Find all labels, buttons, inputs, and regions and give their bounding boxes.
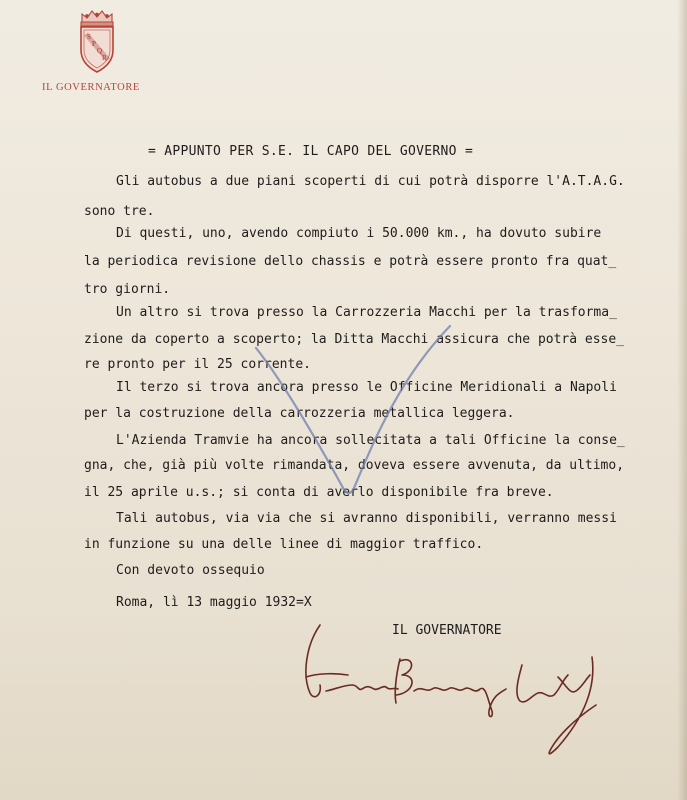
svg-text:R: R — [102, 54, 107, 62]
body-line: gna, che, già più volte rimandata, doveva essere avvenuta, da ultimo, — [84, 458, 625, 473]
memo-heading: = APPUNTO PER S.E. IL CAPO DEL GOVERNO = — [148, 144, 474, 159]
body-line: Un altro si trova presso la Carrozzeria Macchi per la trasforma_ — [116, 305, 617, 320]
letterhead — [40, 6, 170, 96]
body-line: L'Azienda Tramvie ha ancora sollecitata a tali Officine la conse_ — [116, 433, 625, 448]
body-line: Di questi, uno, avendo compiuto i 50.000 km., ha dovuto subire — [116, 226, 602, 241]
body-line: Tali autobus, via via che si avranno disponibili, verranno messi — [116, 511, 617, 526]
svg-text:P: P — [92, 40, 96, 48]
body-line: re pronto per il 25 corrente. — [84, 357, 311, 372]
body-line: Il terzo si trova ancora presso le Officine Meridionali a Napoli — [116, 380, 617, 395]
handwritten-signature — [296, 615, 626, 765]
body-line: tro giorni. — [84, 282, 171, 297]
body-line: per la costruzione della carrozzeria metallica leggera. — [84, 406, 515, 421]
paper-edge-shadow — [677, 0, 687, 800]
body-line: Gli autobus a due piani scoperti di cui potrà disporre l'A.T.A.G. — [116, 174, 625, 189]
letterhead-title: IL GOVERNATORE — [42, 82, 140, 93]
svg-text:Q: Q — [97, 47, 103, 55]
body-line: sono tre. — [84, 204, 155, 219]
closing-greeting: Con devoto ossequio — [116, 563, 265, 578]
body-line: in funzione su una delle linee di maggior traffico. — [84, 537, 484, 552]
svg-text:S: S — [87, 33, 91, 41]
body-line: la periodica revisione dello chassis e potrà essere pronto fra quat_ — [84, 254, 617, 269]
spqr-crest-icon — [74, 6, 120, 74]
body-line: il 25 aprile u.s.; si conta di averlo disponibile fra breve. — [84, 485, 554, 500]
place-date: Roma, lì 13 maggio 1932=X — [116, 595, 312, 610]
signature-title: IL GOVERNATORE — [392, 623, 502, 638]
body-line: zione da coperto a scoperto; la Ditta Macchi assicura che potrà esse_ — [84, 332, 625, 347]
